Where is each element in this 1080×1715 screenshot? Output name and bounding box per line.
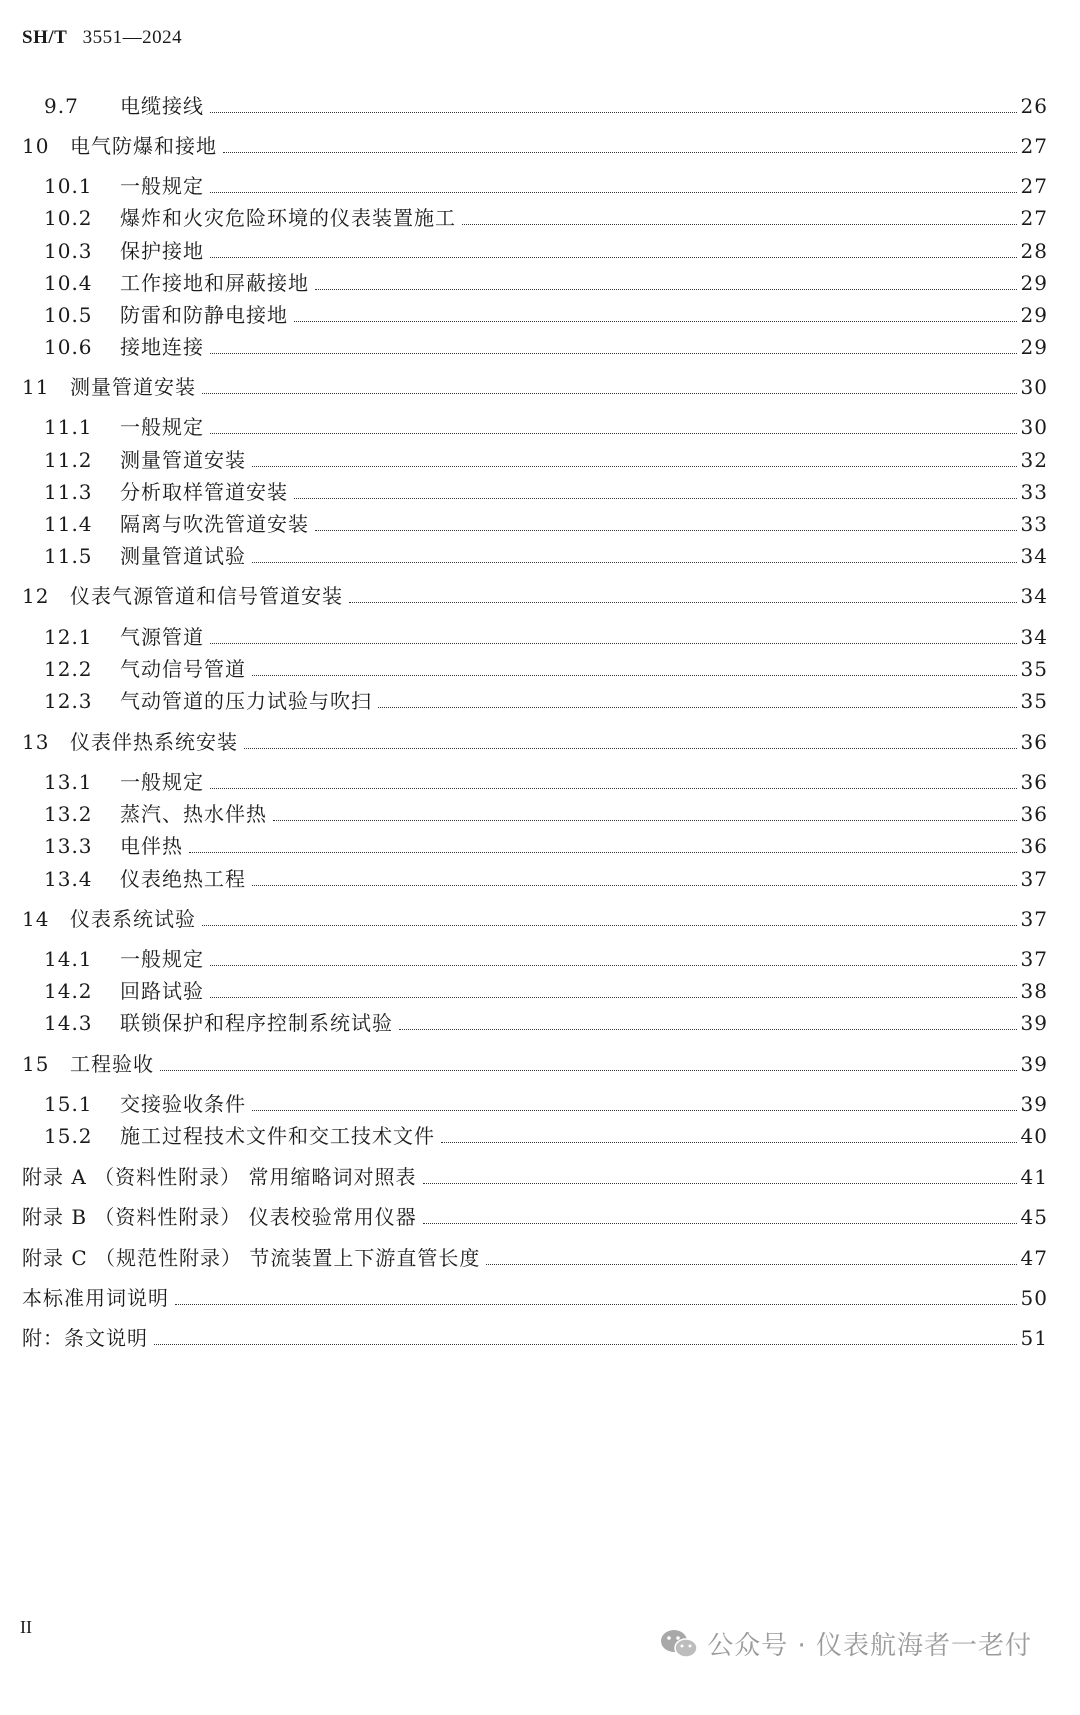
toc-leader-dots bbox=[315, 529, 1017, 531]
toc-entry-page: 51 bbox=[1020, 1326, 1048, 1350]
toc-entry[interactable] bbox=[22, 828, 1048, 858]
toc-entry-number: 14.2 bbox=[44, 979, 93, 1003]
toc-entry[interactable] bbox=[22, 619, 1048, 649]
toc-entry[interactable] bbox=[22, 1159, 1048, 1189]
toc-leader-dots bbox=[252, 465, 1017, 467]
toc-entry-page: 37 bbox=[1020, 907, 1048, 931]
toc-entry-number: 12.3 bbox=[44, 689, 93, 713]
toc-entry-title: 测量管道安装 bbox=[120, 448, 246, 472]
toc-entry-title: 一般规定 bbox=[120, 174, 204, 198]
toc-entry-page: 33 bbox=[1020, 480, 1048, 504]
toc-entry[interactable] bbox=[22, 369, 1048, 399]
standard-code: SH/T bbox=[22, 27, 68, 48]
watermark-text: 公众号 · 仪表航海者一老付 bbox=[707, 1631, 1032, 1661]
toc-entry[interactable] bbox=[22, 973, 1048, 1003]
toc-entry-page: 29 bbox=[1020, 303, 1048, 327]
toc-entry-number: 15.1 bbox=[44, 1092, 93, 1116]
toc-leader-dots bbox=[210, 191, 1017, 193]
toc-leader-dots bbox=[273, 819, 1017, 821]
toc-entry[interactable] bbox=[22, 683, 1048, 713]
toc-entry-title: 联锁保护和程序控制系统试验 bbox=[120, 1011, 393, 1035]
toc-entry-title: 工程验收 bbox=[70, 1052, 154, 1076]
toc-entry[interactable] bbox=[22, 1280, 1048, 1310]
toc-entry-page: 34 bbox=[1020, 584, 1048, 608]
toc-leader-dots bbox=[202, 392, 1017, 394]
toc-entry[interactable] bbox=[22, 1199, 1048, 1229]
toc-entry-page: 35 bbox=[1020, 657, 1048, 681]
toc-entry-page: 36 bbox=[1020, 802, 1048, 826]
toc-entry-number: 13.4 bbox=[44, 867, 93, 891]
toc-entry-page: 32 bbox=[1020, 448, 1048, 472]
toc-entry-page: 47 bbox=[1020, 1246, 1048, 1270]
toc-entry[interactable] bbox=[22, 265, 1048, 295]
toc-entry-page: 45 bbox=[1020, 1205, 1048, 1229]
toc-entry[interactable] bbox=[22, 941, 1048, 971]
toc-entry-number: 10.1 bbox=[44, 174, 93, 198]
toc-leader-dots bbox=[154, 1343, 1017, 1345]
toc-leader-dots bbox=[210, 787, 1017, 789]
toc-leader-dots bbox=[294, 320, 1017, 322]
toc-entry-page: 30 bbox=[1020, 375, 1048, 399]
toc-entry-number: 10.4 bbox=[44, 271, 93, 295]
toc-entry[interactable] bbox=[22, 861, 1048, 891]
document-header bbox=[22, 27, 182, 49]
toc-entry-page: 26 bbox=[1020, 94, 1048, 118]
toc-entry[interactable] bbox=[22, 1005, 1048, 1035]
wechat-icon bbox=[659, 1628, 699, 1660]
toc-leader-dots bbox=[160, 1069, 1017, 1071]
toc-entry-title: 蒸汽、热水伴热 bbox=[120, 802, 267, 826]
toc-leader-dots bbox=[423, 1182, 1017, 1184]
toc-entry[interactable] bbox=[22, 578, 1048, 608]
toc-entry-page: 34 bbox=[1020, 544, 1048, 568]
toc-entry-page: 50 bbox=[1020, 1286, 1048, 1310]
toc-entry-title: 仪表气源管道和信号管道安装 bbox=[70, 584, 343, 608]
toc-entry-page: 36 bbox=[1020, 730, 1048, 754]
toc-entry-number: 13.2 bbox=[44, 802, 93, 826]
toc-leader-dots bbox=[294, 497, 1017, 499]
toc-leader-dots bbox=[252, 884, 1017, 886]
toc-entry-number: 10.2 bbox=[44, 206, 93, 230]
toc-entry-number: 12 bbox=[22, 584, 50, 608]
toc-leader-dots bbox=[189, 851, 1017, 853]
toc-entry-title: 仪表系统试验 bbox=[70, 907, 196, 931]
standard-number: 3551—2024 bbox=[82, 27, 183, 48]
toc-entry-title: 附录 B （资料性附录） 仪表校验常用仪器 bbox=[22, 1205, 417, 1229]
toc-entry-title: 测量管道试验 bbox=[120, 544, 246, 568]
toc-entry[interactable] bbox=[22, 200, 1048, 230]
toc-entry[interactable] bbox=[22, 329, 1048, 359]
toc-entry-number: 12.2 bbox=[44, 657, 93, 681]
toc-entry[interactable] bbox=[22, 764, 1048, 794]
toc-leader-dots bbox=[441, 1141, 1017, 1143]
toc-entry[interactable] bbox=[22, 538, 1048, 568]
toc-entry-number: 11.2 bbox=[44, 448, 93, 472]
toc-leader-dots bbox=[349, 601, 1017, 603]
toc-leader-dots bbox=[315, 288, 1017, 290]
toc-entry-page: 28 bbox=[1020, 239, 1048, 263]
toc-entry-title: 交接验收条件 bbox=[120, 1092, 246, 1116]
toc-entry-number: 15.2 bbox=[44, 1124, 93, 1148]
page-number: II bbox=[20, 1617, 32, 1637]
toc-entry-number: 11.3 bbox=[44, 480, 93, 504]
toc-entry-page: 27 bbox=[1020, 206, 1048, 230]
toc-entry[interactable] bbox=[22, 168, 1048, 198]
toc-entry-page: 39 bbox=[1020, 1011, 1048, 1035]
toc-entry-page: 30 bbox=[1020, 415, 1048, 439]
toc-entry[interactable] bbox=[22, 128, 1048, 158]
toc-entry[interactable] bbox=[22, 474, 1048, 504]
toc-entry-page: 36 bbox=[1020, 770, 1048, 794]
toc-entry[interactable] bbox=[22, 1118, 1048, 1148]
toc-entry-title: 一般规定 bbox=[120, 770, 204, 794]
toc-entry[interactable] bbox=[22, 297, 1048, 327]
toc-entry-title: 施工过程技术文件和交工技术文件 bbox=[120, 1124, 435, 1148]
toc-entry-title: 爆炸和火灾危险环境的仪表装置施工 bbox=[120, 206, 456, 230]
toc-entry-title: 气动信号管道 bbox=[120, 657, 246, 681]
toc-entry[interactable] bbox=[22, 796, 1048, 826]
toc-leader-dots bbox=[252, 561, 1017, 563]
toc-leader-dots bbox=[423, 1222, 1017, 1224]
toc-entry-number: 10 bbox=[22, 134, 50, 158]
toc-entry-number: 11.4 bbox=[44, 512, 93, 536]
toc-entry-number: 13.1 bbox=[44, 770, 93, 794]
toc-entry[interactable] bbox=[22, 651, 1048, 681]
toc-entry[interactable] bbox=[22, 442, 1048, 472]
watermark bbox=[659, 1625, 1032, 1662]
toc-leader-dots bbox=[210, 256, 1017, 258]
toc-leader-dots bbox=[399, 1028, 1017, 1030]
toc-leader-dots bbox=[175, 1303, 1017, 1305]
toc-entry[interactable] bbox=[22, 724, 1048, 754]
toc-entry-title: 接地连接 bbox=[120, 335, 204, 359]
toc-entry-number: 11.5 bbox=[44, 544, 93, 568]
toc-entry-title: 气源管道 bbox=[120, 625, 204, 649]
toc-leader-dots bbox=[210, 352, 1017, 354]
toc-entry-page: 37 bbox=[1020, 947, 1048, 971]
toc-entry[interactable] bbox=[22, 1240, 1048, 1270]
toc-entry-title: 仪表绝热工程 bbox=[120, 867, 246, 891]
toc-entry-number: 11.1 bbox=[44, 415, 93, 439]
toc-entry[interactable] bbox=[22, 233, 1048, 263]
toc-entry-title: 保护接地 bbox=[120, 239, 204, 263]
toc-entry-title: 隔离与吹洗管道安装 bbox=[120, 512, 309, 536]
toc-leader-dots bbox=[462, 223, 1017, 225]
toc-entry-title: 防雷和防静电接地 bbox=[120, 303, 288, 327]
toc-entry-title: 一般规定 bbox=[120, 415, 204, 439]
toc-leader-dots bbox=[252, 1109, 1017, 1111]
toc-entry-title: 分析取样管道安装 bbox=[120, 480, 288, 504]
toc-entry-page: 35 bbox=[1020, 689, 1048, 713]
toc-entry-page: 34 bbox=[1020, 625, 1048, 649]
toc-entry-title: 电缆接线 bbox=[120, 94, 204, 118]
toc-entry-title: 回路试验 bbox=[120, 979, 204, 1003]
toc-leader-dots bbox=[486, 1263, 1016, 1265]
toc-leader-dots bbox=[244, 747, 1017, 749]
toc-entry-page: 33 bbox=[1020, 512, 1048, 536]
toc-leader-dots bbox=[223, 151, 1017, 153]
toc-leader-dots bbox=[210, 642, 1017, 644]
toc-leader-dots bbox=[252, 674, 1017, 676]
toc-entry-number: 14.3 bbox=[44, 1011, 93, 1035]
toc-entry-page: 29 bbox=[1020, 335, 1048, 359]
toc-entry-number: 9.7 bbox=[44, 94, 79, 118]
toc-entry-number: 10.5 bbox=[44, 303, 93, 327]
toc-leader-dots bbox=[210, 964, 1017, 966]
toc-entry[interactable] bbox=[22, 1046, 1048, 1076]
toc-entry-number: 11 bbox=[22, 375, 50, 399]
toc-entry-page: 40 bbox=[1020, 1124, 1048, 1148]
toc-entry-number: 14.1 bbox=[44, 947, 93, 971]
toc-entry-title: 附：条文说明 bbox=[22, 1326, 148, 1350]
toc-entry-title: 仪表伴热系统安装 bbox=[70, 730, 238, 754]
toc-entry-page: 27 bbox=[1020, 134, 1048, 158]
toc-entry[interactable] bbox=[22, 901, 1048, 931]
toc-entry-page: 37 bbox=[1020, 867, 1048, 891]
toc-entry-page: 36 bbox=[1020, 834, 1048, 858]
toc-entry[interactable] bbox=[22, 1320, 1048, 1350]
toc-entry-title: 电气防爆和接地 bbox=[70, 134, 217, 158]
toc-entry-number: 12.1 bbox=[44, 625, 93, 649]
toc-entry-page: 39 bbox=[1020, 1092, 1048, 1116]
toc-entry[interactable] bbox=[22, 409, 1048, 439]
toc-entry-page: 38 bbox=[1020, 979, 1048, 1003]
toc-entry[interactable] bbox=[22, 88, 1048, 118]
toc-entry-number: 15 bbox=[22, 1052, 50, 1076]
toc-entry-title: 测量管道安装 bbox=[70, 375, 196, 399]
toc-entry-title: 工作接地和屏蔽接地 bbox=[120, 271, 309, 295]
toc-entry[interactable] bbox=[22, 1086, 1048, 1116]
toc-entry[interactable] bbox=[22, 506, 1048, 536]
toc-entry-title: 电伴热 bbox=[120, 834, 183, 858]
toc-entry-page: 39 bbox=[1020, 1052, 1048, 1076]
toc-entry-title: 一般规定 bbox=[120, 947, 204, 971]
toc-leader-dots bbox=[210, 111, 1017, 113]
toc-entry-page: 29 bbox=[1020, 271, 1048, 295]
toc-entry-page: 27 bbox=[1020, 174, 1048, 198]
toc-entry-number: 13.3 bbox=[44, 834, 93, 858]
toc-entry-title: 附录 A （资料性附录） 常用缩略词对照表 bbox=[22, 1165, 417, 1189]
toc-entry-title: 附录 C （规范性附录） 节流装置上下游直管长度 bbox=[22, 1246, 481, 1270]
toc-leader-dots bbox=[210, 996, 1017, 998]
toc-leader-dots bbox=[202, 924, 1017, 926]
toc-entry-title: 本标准用词说明 bbox=[22, 1286, 169, 1310]
toc-entry-number: 10.3 bbox=[44, 239, 93, 263]
toc-entry-number: 14 bbox=[22, 907, 50, 931]
toc-leader-dots bbox=[378, 706, 1017, 708]
toc-entry-number: 10.6 bbox=[44, 335, 93, 359]
toc-entry-number: 13 bbox=[22, 730, 50, 754]
toc-entry-title: 气动管道的压力试验与吹扫 bbox=[120, 689, 372, 713]
toc-entry-page: 41 bbox=[1020, 1165, 1048, 1189]
toc-leader-dots bbox=[210, 432, 1017, 434]
